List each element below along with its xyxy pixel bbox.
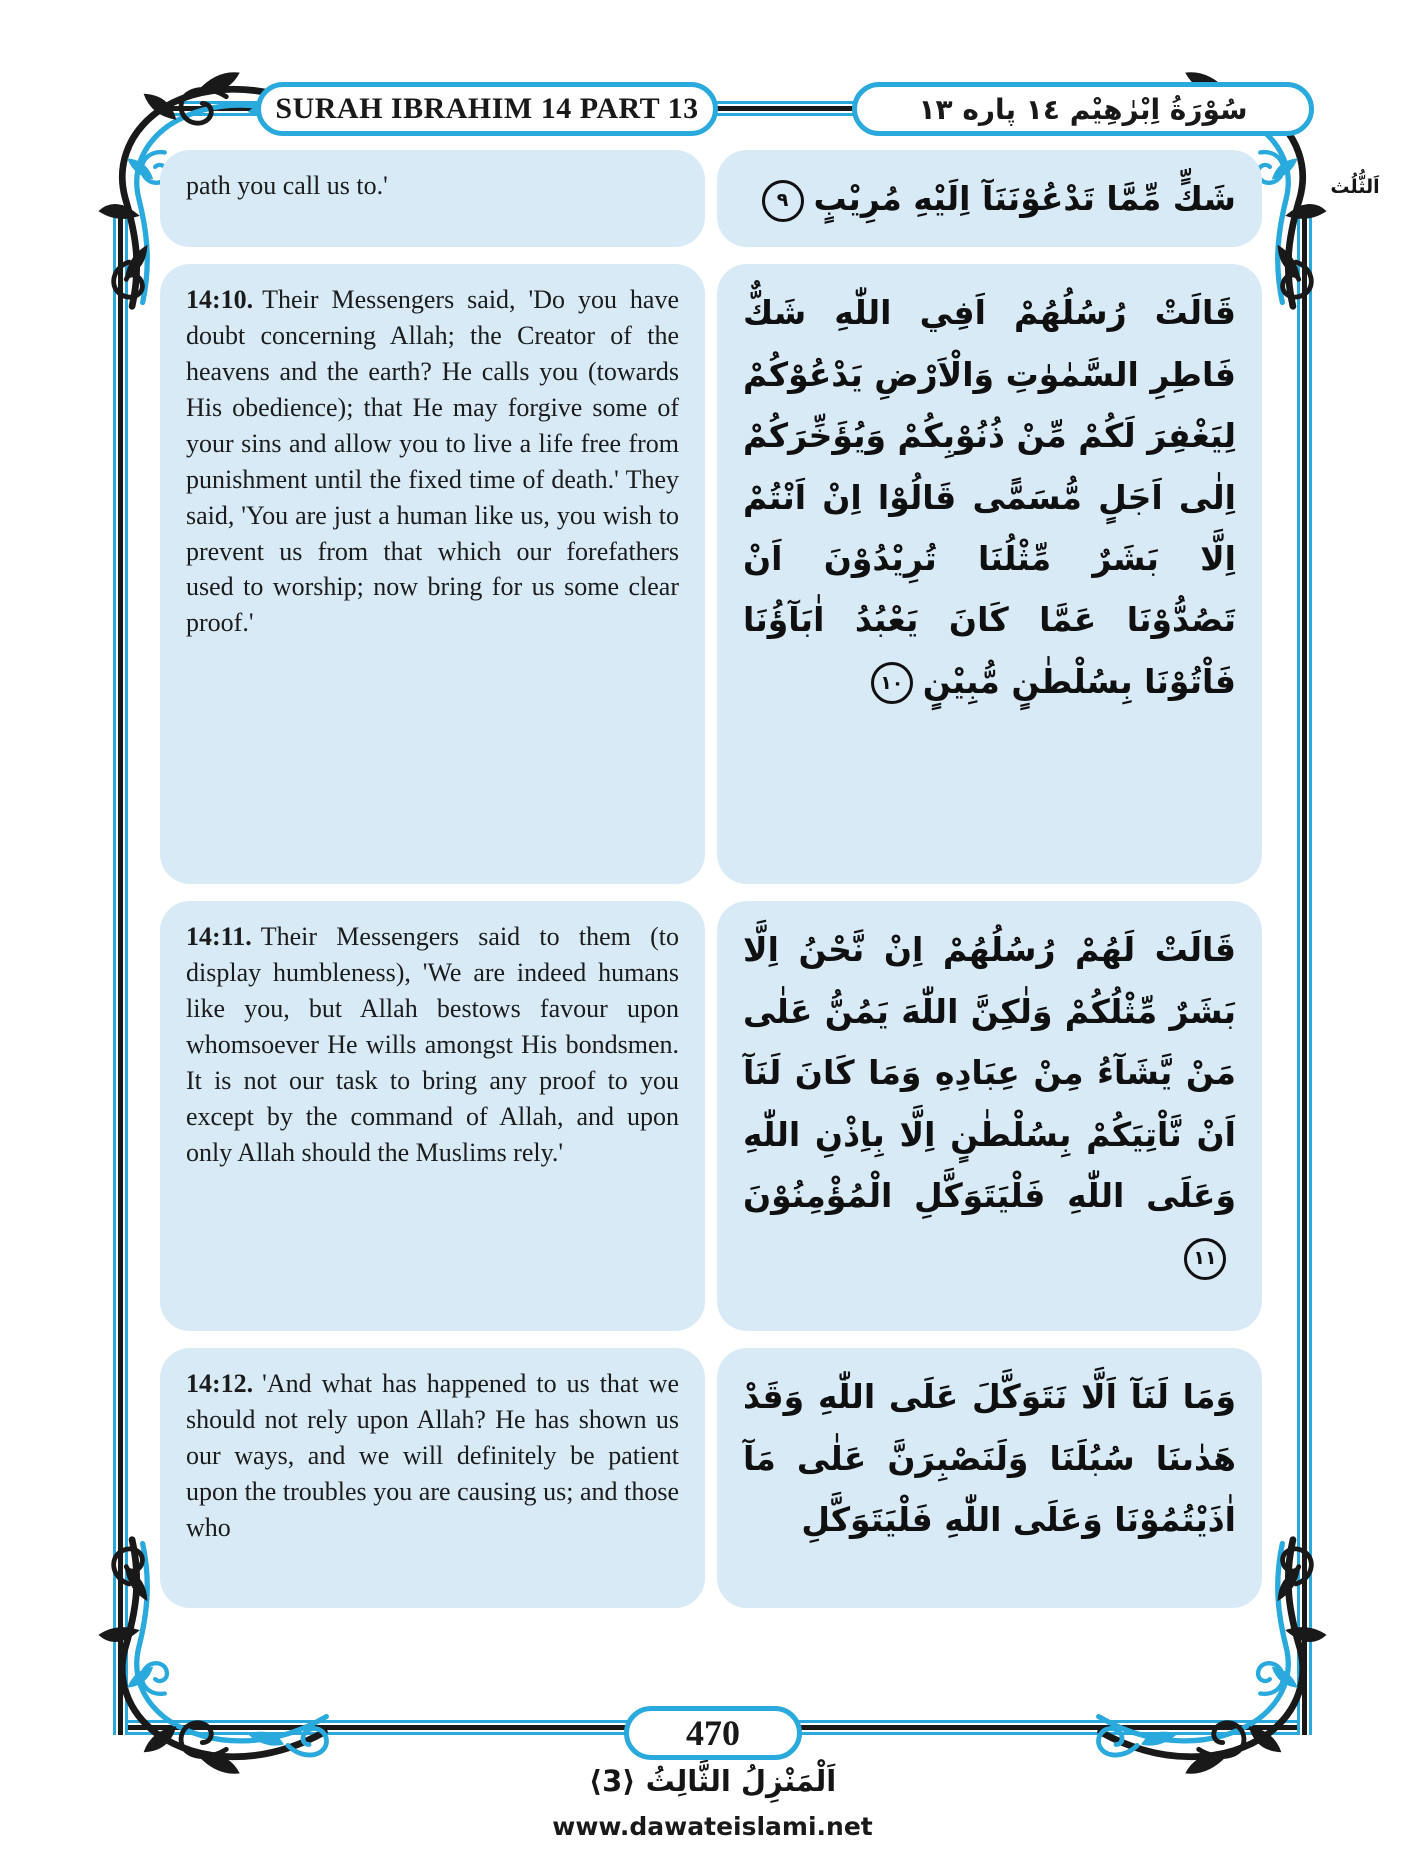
header-title-arabic-label: سُوْرَةُ اِبْرٰهِيْم ١٤ پاره ١٣	[918, 92, 1248, 126]
header-title-english	[256, 82, 718, 136]
translation-text: Their Messengers said, 'Do you have doubt concerning Allah; the Creator of the heavens and the earth? He calls you (towards His obedience); that He may forgive some of your sins and allow you to live a life free from punishment until the fixed time of death.' They said, 'You are just a human like us, you wish to prevent us from that which our forefathers used to worship; now bring for us some clear proof.'	[186, 285, 679, 638]
verse-number: 14:12.	[186, 1369, 254, 1399]
arabic-block-14-10	[717, 264, 1262, 884]
arabic-text: قَالَتْ رُسُلُهُمْ اَفِي اللّٰهِ شَكٌّ فَاطِرِ السَّمٰوٰتِ وَالْاَرْضِ يَدْعُوْكُمْ لِيَغْفِرَ لَكُمْ مِّنْ ذُنُوْبِكُمْ وَيُؤَخِّرَكُمْ اِلٰى اَجَلٍ مُّسَمًّى قَالُوْا اِنْ اَنْتُمْ اِلَّا بَشَرٌ مِّثْلُنَا تُرِيْدُوْنَ اَنْ تَصُدُّوْنَا عَمَّا كَانَ يَعْبُدُ اٰبَآؤُنَا فَاْتُوْنَا بِسُلْطٰنٍ مُّبِيْنٍ	[743, 293, 1236, 701]
ayah-end-circle: ١١	[1184, 1238, 1226, 1280]
arabic-block-14-12	[717, 1348, 1262, 1608]
translation-block-14-9	[160, 150, 705, 247]
arabic-text: قَالَتْ لَهُمْ رُسُلُهُمْ اِنْ نَّحْنُ اِلَّا بَشَرٌ مِّثْلُكُمْ وَلٰكِنَّ اللّٰهَ يَمُنُّ عَلٰى مَنْ يَّشَآءُ مِنْ عِبَادِهِ وَمَا كَانَ لَنَآ اَنْ نَّاْتِيَكُمْ بِسُلْطٰنٍ اِلَّا بِاِذْنِ اللّٰهِ وَعَلَى اللّٰهِ فَلْيَتَوَكَّلِ الْمُؤْمِنُوْنَ	[743, 930, 1236, 1215]
manzil-number: 3	[602, 1764, 623, 1798]
frame-right-rule	[1297, 205, 1312, 1735]
header-title-arabic	[852, 82, 1314, 136]
page-number: 470	[686, 1713, 740, 1753]
manzil-bracket-open-icon: ⟨	[622, 1764, 636, 1798]
arabic-block-14-9	[717, 150, 1262, 247]
website-url: www.dawateislami.net	[552, 1812, 873, 1841]
verse-number: 14:11.	[186, 922, 252, 952]
verse-number: 14:10.	[186, 285, 254, 315]
manzil-bracket-close-icon: ⟩	[588, 1764, 603, 1798]
header-title-english-label: SURAH IBRAHIM 14 PART 13	[275, 92, 699, 125]
translation-block-14-10	[160, 264, 705, 884]
ayah-end-circle: ٩	[762, 180, 804, 222]
arabic-text: وَمَا لَنَآ اَلَّا نَتَوَكَّلَ عَلَى اللّٰهِ وَقَدْ هَدٰىنَا سُبُلَنَا وَلَنَصْبِرَنَّ عَلٰى مَآ اٰذَيْتُمُوْنَا وَعَلَى اللّٰهِ فَلْيَتَوَكَّلِ	[743, 1377, 1236, 1540]
margin-thulth-marker: اَلثُّلُث	[1330, 176, 1380, 198]
translation-block-14-11	[160, 901, 705, 1331]
verse-grid	[160, 150, 1262, 1608]
frame-left-rule	[113, 205, 128, 1735]
arabic-text: شَكٍّ مِّمَّا تَدْعُوْنَنَآ اِلَيْهِ مُرِيْبٍ	[813, 179, 1236, 218]
translation-text: Their Messengers said to them (to display humbleness), 'We are indeed humans like you, but Allah bestows favour upon whomsoever He wills amongst His bondsmen. It is not our task to bring any proof to you except by the command of Allah, and upon only Allah should the Muslims rely.'	[186, 922, 679, 1167]
manzil-label	[0, 1764, 1425, 1798]
translation-text: 'And what has happened to us that we should not rely upon Allah? He has shown us our ways, and we will definitely be patient upon the troubles you are causing us; and those who	[186, 1369, 679, 1542]
page-number-capsule	[624, 1706, 802, 1760]
translation-block-14-12	[160, 1348, 705, 1608]
translation-text: path you call us to.'	[186, 171, 388, 200]
arabic-block-14-11	[717, 901, 1262, 1331]
manzil-arabic-text: اَلْمَنْزِلُ الثَّالِثُ	[645, 1764, 837, 1798]
ayah-end-circle: ١٠	[871, 662, 913, 704]
